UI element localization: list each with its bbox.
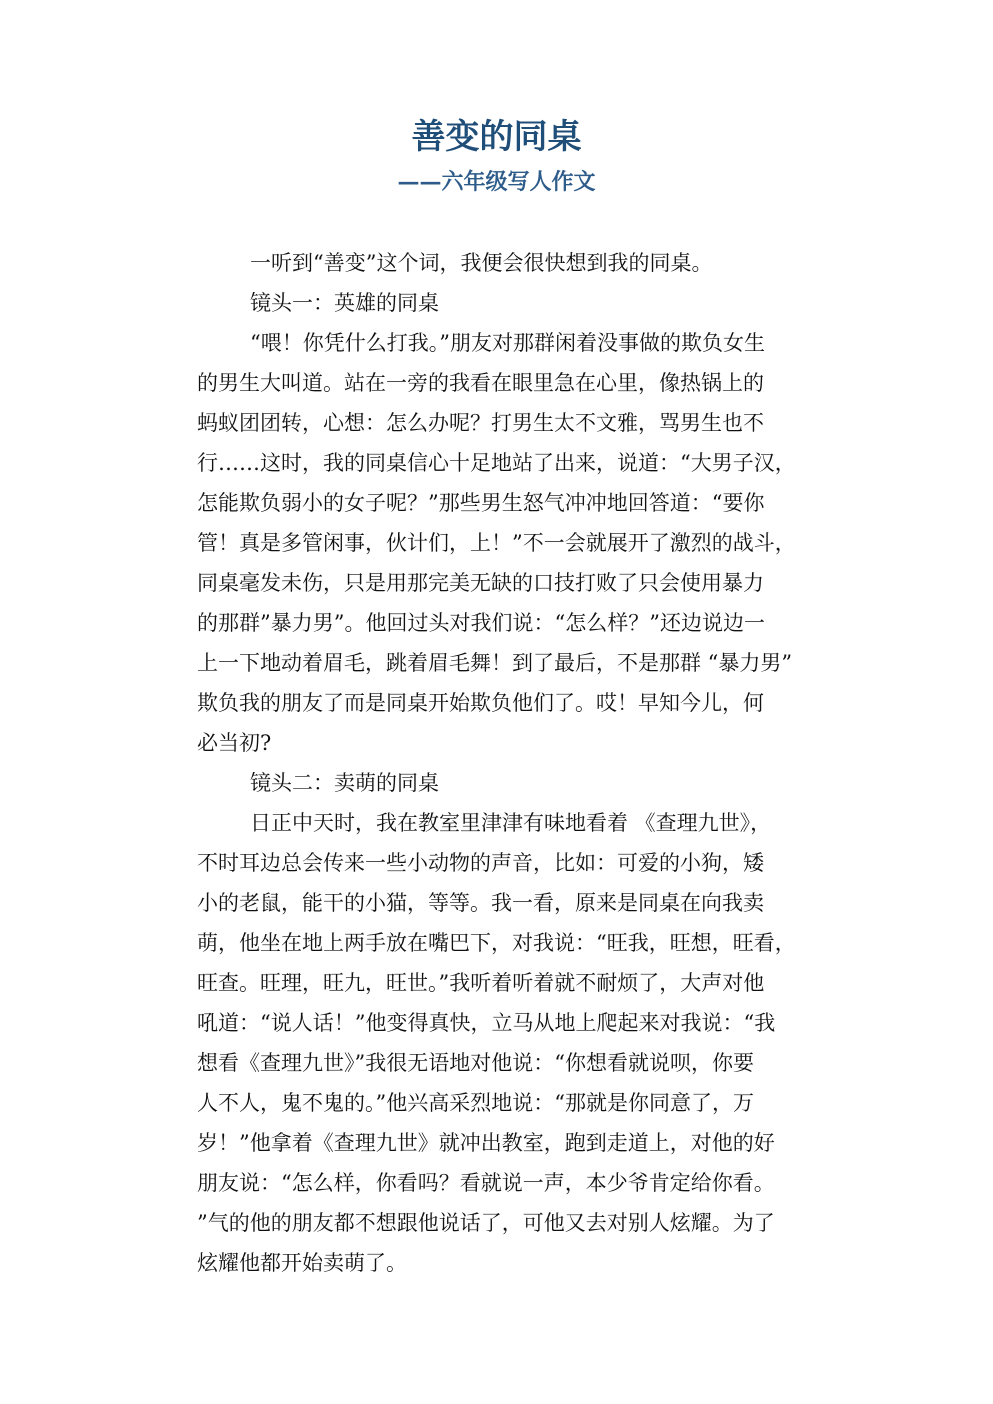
text-line: 管！真是多管闲事，伙计们，上！”不一会就展开了激烈的战斗， <box>197 531 796 555</box>
text-line: 吼道：“说人话！”他变得真快，立马从地上爬起来对我说：“我 <box>197 1011 776 1035</box>
text-line: 一听到“善变”这个词，我便会很快想到我的同桌。 <box>250 251 713 275</box>
text-line: 萌，他坐在地上两手放在嘴巴下，对我说：“旺我，旺想，旺看， <box>197 931 796 955</box>
text-line: ”气的他的朋友都不想跟他说话了，可他又去对别人炫耀。为了 <box>197 1211 775 1235</box>
text-line: 的男生大叫道。站在一旁的我看在眼里急在心里，像热锅上的 <box>197 371 764 395</box>
page-subtitle: ——六年级写人作文 <box>397 169 596 195</box>
text-line: 岁！”他拿着《查理九世》就冲出教室，跑到走道上，对他的好 <box>197 1131 775 1155</box>
text-line: 小的老鼠，能干的小猫，等等。我一看，原来是同桌在向我卖 <box>197 891 764 915</box>
section-heading: 镜头二：卖萌的同桌 <box>250 771 439 795</box>
text-line: “喂！你凭什么打我。”朋友对那群闲着没事做的欺负女生 <box>250 331 765 355</box>
text-line: 日正中天时，我在教室里津津有味地看着 《查理九世》， <box>250 811 772 835</box>
text-line: 旺查。旺理，旺九，旺世。”我听着听着就不耐烦了，大声对他 <box>197 971 765 995</box>
text-line: 不时耳边总会传来一些小动物的声音，比如：可爱的小狗，矮 <box>197 851 764 875</box>
text-line: 炫耀他都开始卖萌了。 <box>197 1251 407 1275</box>
text-line: 想看《查理九世》”我很无语地对他说：“你想看就说呗，你要 <box>197 1051 754 1075</box>
text-line: 上一下地动着眉毛，跳着眉毛舞！到了最后，不是那群 “暴力男” <box>197 651 793 675</box>
text-line: 欺负我的朋友了而是同桌开始欺负他们了。哎！早知今儿，何 <box>197 691 764 715</box>
text-line: 同桌毫发未伤，只是用那完美无缺的口技打败了只会使用暴力 <box>197 571 764 595</box>
text-line: 蚂蚁团团转，心想：怎么办呢？打男生太不文雅，骂男生也不 <box>197 411 764 435</box>
text-line: 朋友说：“怎么样，你看吗？看就说一声，本少爷肯定给你看。 <box>197 1171 775 1195</box>
text-line: 行……这时，我的同桌信心十足地站了出来，说道：“大男子汉， <box>197 451 796 475</box>
text-line: 怎能欺负弱小的女子呢？”那些男生怒气冲冲地回答道：“要你 <box>197 491 765 515</box>
page-title: 善变的同桌 <box>411 117 582 157</box>
section-heading: 镜头一：英雄的同桌 <box>250 291 439 315</box>
text-line: 必当初? <box>197 731 272 755</box>
text-line: 的那群”暴力男”。他回过头对我们说：“怎么样？”还边说边一 <box>197 611 765 635</box>
text-line: 人不人，鬼不鬼的。”他兴高采烈地说：“那就是你同意了，万 <box>197 1091 754 1115</box>
